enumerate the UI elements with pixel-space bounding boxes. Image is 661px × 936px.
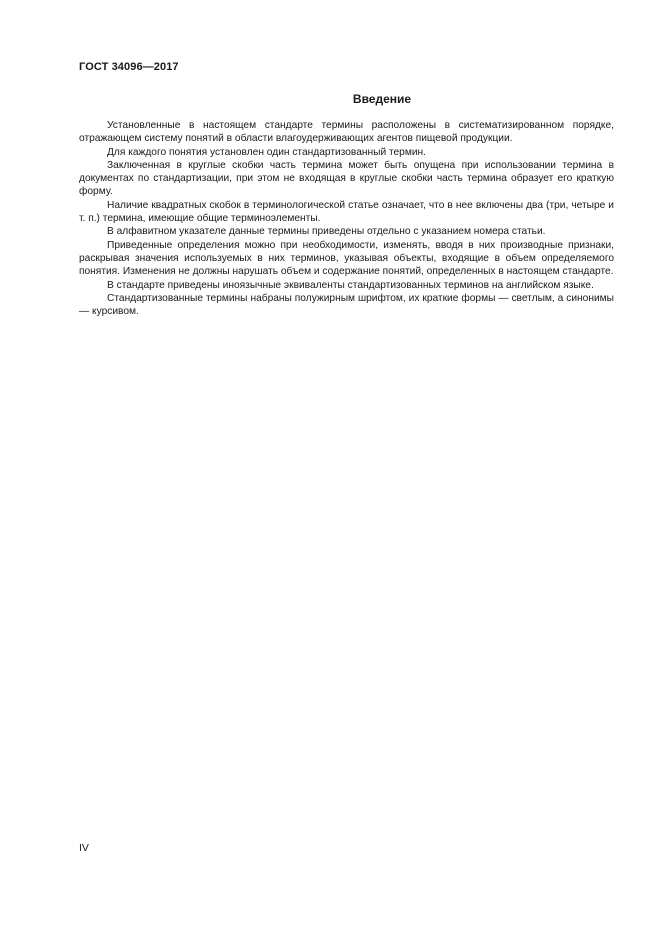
paragraph: В стандарте приведены иноязычные эквиваленты стандартизованных терминов на английском языке. xyxy=(107,279,594,291)
paragraph: Наличие квадратных скобок в терминологической статье означает, что в нее включены два (три, четыре и т. п.) термина, имеющие общие терминоэлементы. xyxy=(79,199,614,225)
paragraph: Заключенная в круглые скобки часть термина может быть опущена при использовании термина в документах по стандартизации, при этом не входящая в круглые скобки часть термина образует его краткую форму. xyxy=(79,159,614,198)
paragraph: Приведенные определения можно при необходимости, изменять, вводя в них производные признаки, раскрывая значения используемых в них терминов, указывая объекты, входящие в объем определяемого понятия. Изменения не должны нарушать объем и содержание понятий, определенных в настоящем стандарте. xyxy=(79,239,614,278)
standard-code-header: ГОСТ 34096—2017 xyxy=(79,61,179,73)
paragraph: Установленные в настоящем стандарте термины расположены в систематизированном порядке, отражающем систему понятий в области влагоудерживающих агентов пищевой продукции. xyxy=(79,120,614,145)
paragraph: Для каждого понятия установлен один стандартизованный термин. xyxy=(107,146,426,158)
paragraph: Стандартизованные термины набраны полужирным шрифтом, их краткие формы — светлым, а синонимы — курсивом. xyxy=(79,292,614,318)
introduction-body xyxy=(79,119,614,318)
page-number: IV xyxy=(79,842,89,854)
section-title: Введение xyxy=(352,92,412,106)
paragraph: В алфавитном указателе данные термины приведены отдельно с указанием номера статьи. xyxy=(107,226,546,238)
